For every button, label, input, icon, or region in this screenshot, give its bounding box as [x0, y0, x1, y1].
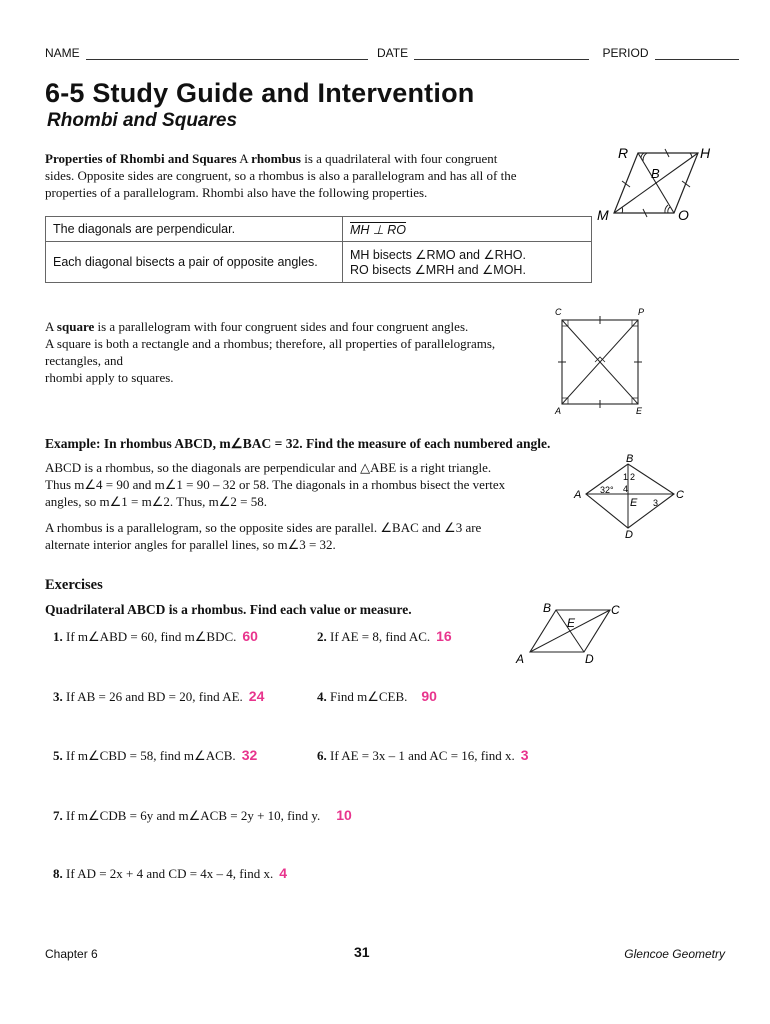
rhombus-rhmo-figure — [592, 143, 722, 225]
angle-3-label: 3 — [653, 498, 659, 508]
table-row — [46, 217, 592, 242]
exercise-item-4 — [317, 688, 437, 705]
square-figure — [550, 306, 650, 416]
example-section — [45, 435, 605, 553]
exercise-number: 1. — [53, 629, 63, 644]
angle-32-label: 32° — [600, 485, 614, 495]
exercise-answer: 90 — [421, 688, 437, 704]
label-C: C — [611, 603, 620, 617]
exercise-answer: 10 — [336, 807, 352, 823]
label-E: E — [567, 616, 576, 630]
example-rhombus-figure — [570, 450, 690, 542]
exercise-item-7 — [53, 807, 352, 824]
table-row — [46, 242, 592, 283]
exercise-number: 6. — [317, 748, 327, 763]
exercise-item-1 — [53, 628, 258, 645]
exercise-number: 8. — [53, 866, 63, 881]
properties-heading: Properties of Rhombi and Squares — [45, 151, 237, 166]
label-E: E — [636, 406, 643, 416]
table-cell — [343, 242, 592, 283]
table-cell — [343, 217, 592, 242]
example-p1-line2: Thus m∠4 = 90 and m∠1 = 90 – 32 or 58. The diagonals in a rhombus bisect the vertex — [45, 477, 506, 492]
square-paragraph — [45, 318, 545, 386]
exercise-number: 3. — [53, 689, 63, 704]
exercise-question: If m∠ABD = 60, find m∠BDC. — [66, 629, 237, 644]
square-line4: rhombi apply to squares. — [45, 370, 174, 385]
properties-line3: properties of a parallelogram. Rhombi also have the following properties. — [45, 185, 428, 200]
table-cell: The diagonals are perpendicular. — [46, 217, 343, 242]
properties-paragraph — [45, 150, 565, 201]
label-E: E — [630, 497, 638, 509]
label-H: H — [700, 145, 711, 161]
worksheet-header — [45, 46, 739, 60]
exercise-question: If m∠CDB = 6y and m∠ACB = 2y + 10, find y. — [66, 808, 321, 823]
exercise-number: 2. — [317, 629, 327, 644]
example-p1-line3: angles, so m∠1 = m∠2. Thus, m∠2 = 58. — [45, 494, 267, 509]
label-A: A — [574, 489, 582, 501]
exercise-item-6 — [317, 747, 529, 764]
exercises-instruction: Quadrilateral ABCD is a rhombus. Find each value or measure. — [45, 602, 412, 617]
exercises-heading: Exercises — [45, 577, 103, 593]
square-line1: is a parallelogram with four congruent sides and four congruent angles. — [97, 319, 469, 334]
exercise-question: If m∠CBD = 58, find m∠ACB. — [66, 748, 236, 763]
label-D: D — [585, 652, 594, 666]
name-line — [86, 47, 368, 60]
properties-line1: is a quadrilateral with four congruent — [304, 151, 498, 166]
example-p2-line2: alternate interior angles for parallel lines, so m∠3 = 32. — [45, 537, 336, 552]
square-text-a: A — [45, 319, 54, 334]
label-A: A — [555, 406, 562, 416]
bisect-statement-1: MH bisects ∠RMO and ∠RHO. — [350, 248, 526, 262]
page-subtitle: Rhombi and Squares — [47, 110, 238, 131]
exercise-rhombus-figure — [510, 600, 630, 668]
label-C: C — [555, 307, 562, 317]
label-D: D — [625, 529, 633, 541]
page-title: 6-5 Study Guide and Intervention — [45, 78, 475, 108]
exercise-question: If AE = 3x – 1 and AC = 16, find x. — [330, 748, 515, 763]
exercise-question: If AB = 26 and BD = 20, find AE. — [66, 689, 243, 704]
footer-chapter: Chapter 6 — [45, 947, 98, 961]
label-P: P — [638, 307, 645, 317]
rhombus-term: rhombus — [251, 151, 301, 166]
example-p1-line1: ABCD is a rhombus, so the diagonals are perpendicular and △ABE is a right triangle. — [45, 460, 492, 475]
date-label: DATE — [377, 46, 409, 60]
properties-text-a: A — [239, 151, 248, 166]
label-M: M — [597, 207, 609, 223]
footer-book: Glencoe Geometry — [624, 947, 725, 961]
label-A: A — [516, 652, 525, 666]
label-B: B — [543, 601, 552, 615]
label-B: B — [651, 166, 660, 181]
footer-page-number: 31 — [354, 944, 370, 960]
name-label: NAME — [45, 46, 80, 60]
exercise-number: 4. — [317, 689, 327, 704]
exercise-item-3 — [53, 688, 264, 705]
perpendicular-statement: MH ⊥ RO — [350, 222, 407, 237]
properties-line2: sides. Opposite sides are congruent, so a rhombus is also a parallelogram and has all of the — [45, 168, 517, 183]
exercise-answer: 32 — [241, 747, 258, 763]
square-line2: A square is both a rectangle and a rhombus; therefore, all properties of parallelograms, — [45, 336, 496, 351]
exercise-number: 7. — [53, 808, 63, 823]
exercise-item-2 — [317, 628, 452, 645]
example-heading: Example: In rhombus ABCD, m∠BAC = 32. Find the measure of each numbered angle. — [45, 436, 551, 451]
properties-table — [45, 216, 592, 283]
exercise-answer: 16 — [436, 628, 452, 644]
exercise-item-5 — [53, 747, 257, 764]
exercise-answer: 24 — [248, 688, 265, 704]
period-line — [655, 47, 739, 60]
exercise-answer: 4 — [279, 865, 288, 881]
example-p2-line1: A rhombus is a parallelogram, so the opposite sides are parallel. ∠BAC and ∠3 are — [45, 520, 482, 535]
exercise-question: If AD = 2x + 4 and CD = 4x – 4, find x. — [66, 866, 274, 881]
exercise-answer: 60 — [242, 628, 258, 644]
label-C: C — [676, 489, 684, 501]
period-label: PERIOD — [602, 46, 649, 60]
exercise-question: If AE = 8, find AC. — [330, 629, 431, 644]
exercise-answer: 3 — [520, 747, 529, 763]
date-line — [414, 47, 589, 60]
square-line3: rectangles, and — [45, 353, 123, 368]
table-cell: Each diagonal bisects a pair of opposite angles. — [46, 242, 343, 283]
label-O: O — [678, 207, 689, 223]
angle-1-label: 1 — [623, 472, 629, 482]
angle-2-label: 2 — [630, 472, 636, 482]
bisect-statement-2: RO bisects ∠MRH and ∠MOH. — [350, 263, 526, 277]
label-B: B — [626, 453, 634, 465]
exercise-item-8 — [53, 865, 287, 882]
exercise-question: Find m∠CEB. — [330, 689, 408, 704]
exercise-number: 5. — [53, 748, 63, 763]
angle-4-label: 4 — [623, 484, 629, 494]
label-R: R — [618, 145, 629, 161]
square-term: square — [56, 319, 95, 334]
